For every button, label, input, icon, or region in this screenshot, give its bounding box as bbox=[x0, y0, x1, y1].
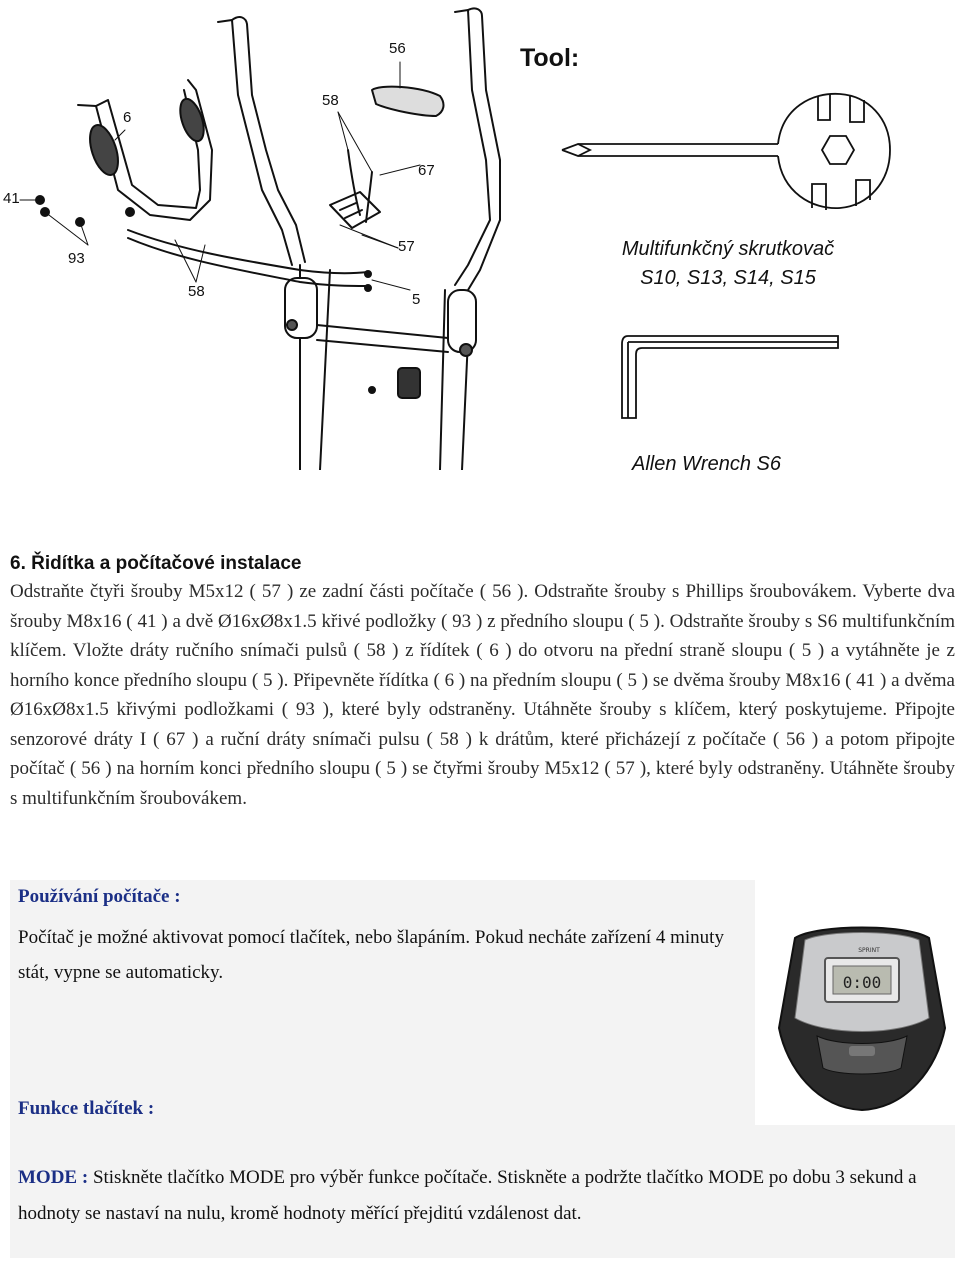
part-label-58-bottom: 58 bbox=[188, 283, 205, 300]
console-display: 0:00 bbox=[842, 973, 882, 992]
part-label-6: 6 bbox=[123, 109, 132, 126]
multitool-sizes: S10, S13, S14, S15 bbox=[640, 267, 816, 289]
instruction-section bbox=[10, 553, 955, 813]
part-label-58-top: 58 bbox=[322, 92, 339, 109]
multitool-name: Multifunkčný skrutkovač bbox=[621, 238, 835, 260]
console-image-box bbox=[755, 880, 955, 1125]
part-label-67: 67 bbox=[418, 162, 435, 179]
console-image bbox=[777, 918, 947, 1118]
computer-usage-panel bbox=[10, 880, 955, 1258]
part-label-57: 57 bbox=[398, 238, 415, 255]
mode-button-image bbox=[849, 1046, 875, 1056]
console-brand: SPRINT bbox=[858, 947, 880, 954]
mode-label: MODE : bbox=[18, 1167, 89, 1188]
assembly-diagram bbox=[0, 0, 520, 470]
allen-wrench-icon bbox=[608, 330, 848, 422]
mode-text: Stiskněte tlačítko MODE pro výběr funkce počítače. Stiskněte a podržte tlačítko MODE po dobu 3 sekund a hodnoty se nastaví na nulu, kromě hodnoty měřící přejditú vzdálenost dat. bbox=[18, 1167, 917, 1224]
tool-heading: Tool: bbox=[520, 44, 580, 72]
multifunction-screwdriver-icon bbox=[550, 88, 900, 218]
part-label-56: 56 bbox=[389, 40, 406, 57]
section-body: Odstraňte čtyři šrouby M5x12 ( 57 ) ze zadní části počítače ( 56 ). Odstraňte šrouby s Phillips šroubovákem. Vyberte dva šrouby M8x16 ( 41 ) a dvě Ø16xØ8x1.5 křivé podložky ( 93 ) z předního sloupu ( 5 ). Odstraňte šrouby s S6 multifunkčním klíčem. Vložte dráty ručního snímači pulsů ( 58 ) z řídítek ( 6 ) do otvoru na přední straně sloupu ( 5 ) a vytáhněte je z horního konce předního sloupu ( 5 ). Připevněte řídítka ( 6 ) na předním sloupu ( 5 ) se dvěma šrouby M8x16 ( 41 ) a dvěma Ø16xØ8x1.5 křivými podložkami ( 93 ), které byly odstraněny. Utáhněte šrouby s klíčem, který poskytujeme. Připojte senzorové dráty I ( 67 ) a ruční dráty snímači pulsu ( 58 ) k drátům, které přicházejí z počítače ( 56 ) a potom připojte počítač ( 56 ) na horním konci předního sloupu ( 5 ) se čtyřmi šrouby M5x12 ( 57 ), které byly odstraněny. Utáhněte šrouby s multifunkčním šroubovákem. bbox=[10, 581, 955, 809]
mode-description bbox=[18, 1160, 943, 1232]
part-label-5: 5 bbox=[412, 291, 421, 308]
multitool-caption bbox=[598, 235, 858, 293]
usage-title: Používání počítače : bbox=[18, 886, 181, 907]
usage-text: Počítač je možné aktivovat pomocí tlačítek, nebo šlapáním. Pokud necháte zařízení 4 minuty stát, vypne se automaticky. bbox=[18, 927, 724, 983]
part-label-93: 93 bbox=[68, 250, 85, 267]
part-label-41: 41 bbox=[3, 190, 20, 207]
allen-wrench-caption: Allen Wrench S6 bbox=[632, 453, 781, 475]
functions-title: Funkce tlačítek : bbox=[18, 1098, 155, 1119]
section-title: 6. Řidítka a počítačové instalace bbox=[10, 553, 302, 574]
